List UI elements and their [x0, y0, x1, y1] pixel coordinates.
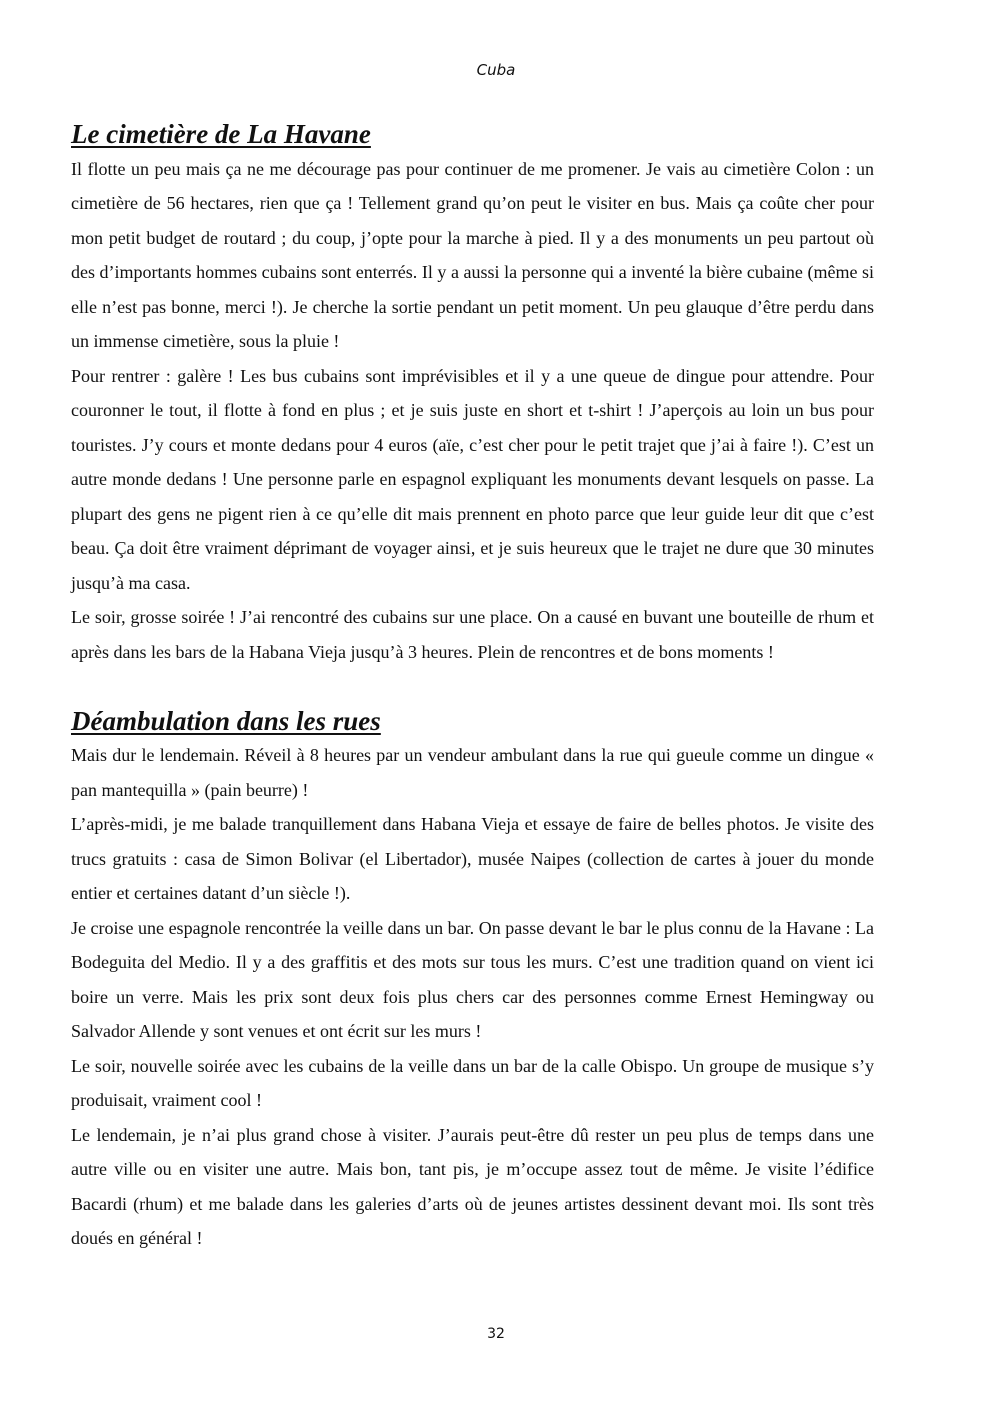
section-cemetery	[71, 117, 874, 669]
section-streets	[71, 704, 874, 1256]
section-spacer	[71, 669, 874, 704]
section-title: Le cimetière de La Havane	[71, 119, 371, 149]
paragraph: Il flotte un peu mais ça ne me décourage pas pour continuer de me promener. Je vais au cimetière Colon : un cimetière de 56 hectares, rien que ça ! Tellement grand qu’on peut le visiter en bus. Mais ça coûte cher pour mon petit budget de routard ; du coup, j’opte pour la marche à pied. Il y a des monuments un peu partout où des d’importants hommes cubains sont enterrés. Il y a aussi la personne qui a inventé la bière cubaine (même si elle n’est pas bonne, merci !). Je cherche la sortie pendant un petit moment. Un peu glauque d’être perdu dans un immense cimetière, sous la pluie !	[71, 158, 874, 351]
running-header: Cuba	[476, 61, 516, 79]
paragraph: L’après-midi, je me balade tranquillement dans Habana Vieja et essaye de faire de belles photos. Je visite des trucs gratuits : casa de Simon Bolivar (el Libertador), musée Naipes (collection de cartes à jouer du monde entier et certaines datant d’un siècle !).	[71, 814, 874, 903]
section-title: Déambulation dans les rues	[71, 705, 381, 736]
page-number: 32	[487, 1326, 505, 1342]
paragraph: Pour rentrer : galère ! Les bus cubains sont imprévisibles et il y a une queue de dingue pour attendre. Pour couronner le tout, il flotte à fond en plus ; et je suis juste en short et t-shirt ! J’aperçois au loin un bus pour touristes. J’y cours et monte dedans pour 4 euros (aïe, c’est cher pour le petit trajet que j’ai à faire !). C’est un autre monde dedans ! Une personne parle en espagnol expliquant les monuments devant lesquels on passe. La plupart des gens ne pigent rien à ce qu’elle dit mais prennent en photo parce que leur guide leur dit que c’est beau. Ça doit être vraiment déprimant de voyager ainsi, et je suis heureux que le trajet ne dure que 30 minutes jusqu’à ma casa.	[71, 365, 874, 593]
paragraph: Je croise une espagnole rencontrée la veille dans un bar. On passe devant le bar le plus connu de la Havane : La Bodeguita del Medio. Il y a des graffitis et des mots sur tous les murs. C’est une tradition quand on vient ici boire un verre. Mais les prix sont deux fois plus chers car des personnes comme Ernest Hemingway ou Salvador Allende y sont venues et ont écrit sur les murs !	[71, 917, 874, 1041]
paragraph: Le soir, nouvelle soirée avec les cubains de la veille dans un bar de la calle Obispo. Un groupe de musique s’y produisait, vraiment cool !	[71, 1055, 874, 1110]
paragraph: Le lendemain, je n’ai plus grand chose à visiter. J’aurais peut-être dû rester un peu plus de temps dans une autre ville ou en visiter une autre. Mais bon, tant pis, je m’occupe assez tout de même. Je visite l’édifice Bacardi (rhum) et me balade dans les galeries d’arts où de jeunes artistes dessinent devant moi. Ils sont très doués en général !	[71, 1124, 874, 1248]
page-body	[71, 117, 874, 1256]
paragraph: Le soir, grosse soirée ! J’ai rencontré des cubains sur une place. On a causé en buvant une bouteille de rhum et après dans les bars de la Habana Vieja jusqu’à 3 heures. Plein de rencontres et de bons moments !	[71, 607, 874, 662]
paragraph: Mais dur le lendemain. Réveil à 8 heures par un vendeur ambulant dans la rue qui gueule comme un dingue « pan mantequilla » (pain beurre) !	[71, 745, 874, 800]
